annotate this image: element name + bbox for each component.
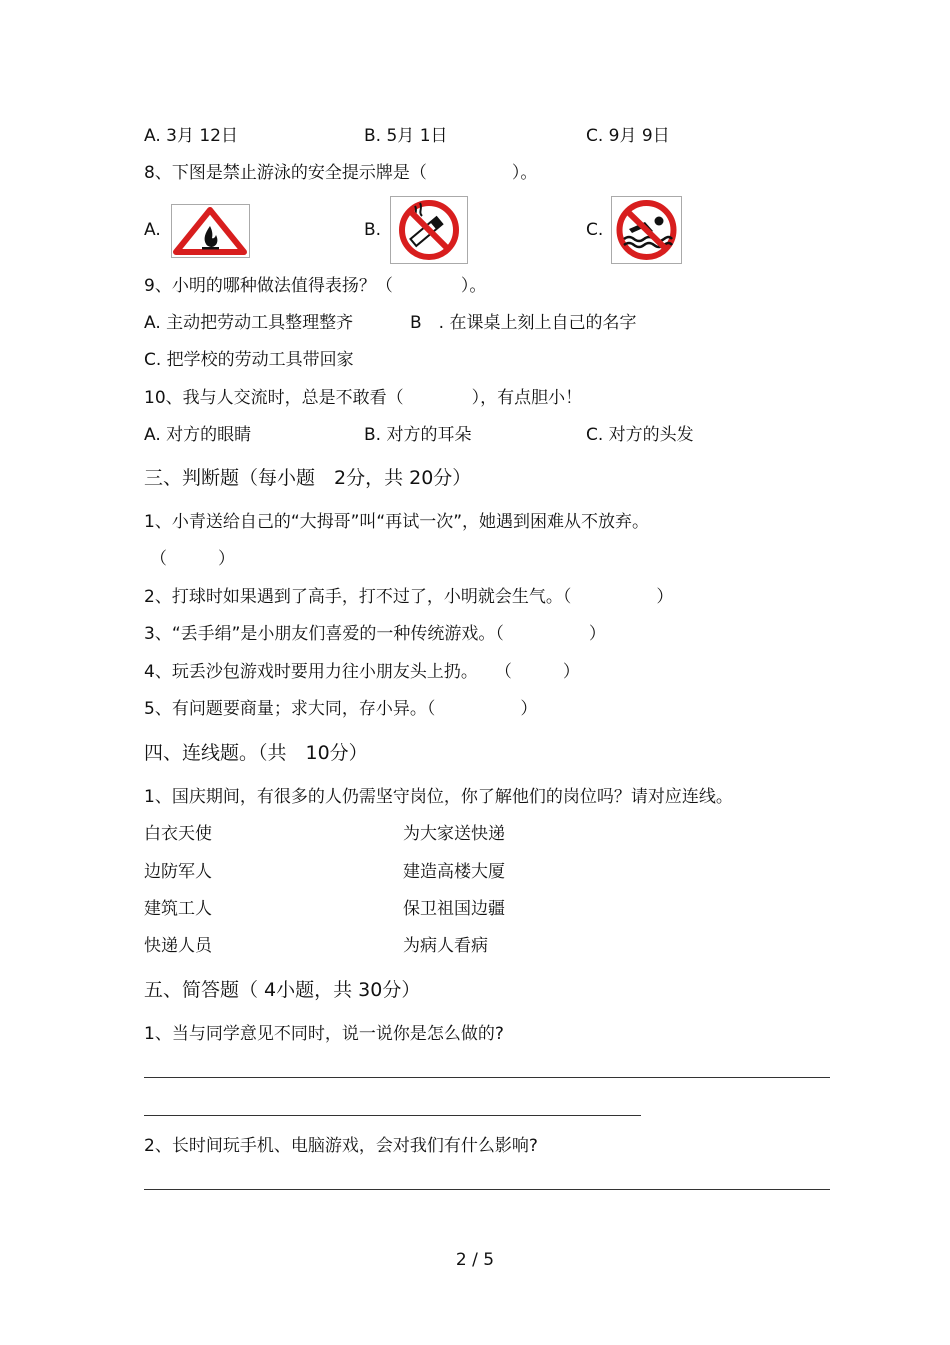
- section4-title: 四、连线题。（共 10分）: [144, 742, 368, 764]
- section3-item-5: 5、有问题要商量；求大同，存小异。（ ）: [144, 699, 538, 719]
- match-left-4: 快递人员: [144, 936, 212, 956]
- q7-option-b: B. 5月 1日: [364, 126, 448, 146]
- answer-line: [144, 1077, 830, 1078]
- match-right-4: 为病人看病: [403, 936, 488, 956]
- q9-option-a: A. 主动把劳动工具整理整齐: [144, 313, 354, 333]
- section5-q1: 1、当与同学意见不同时，说一说你是怎么做的?: [144, 1024, 504, 1044]
- answer-line: [144, 1189, 830, 1190]
- match-right-1: 为大家送快递: [403, 824, 505, 844]
- section3-item-3: 3、“丢手绢”是小朋友们喜爱的一种传统游戏。（ ）: [144, 624, 606, 644]
- match-left-1: 白衣天使: [144, 824, 212, 844]
- q9-option-c: C. 把学校的劳动工具带回家: [144, 350, 354, 370]
- match-left-2: 边防军人: [144, 862, 212, 882]
- q10-option-a: A. 对方的眼睛: [144, 425, 252, 445]
- section3-item-1-answer: （ ）: [150, 549, 235, 569]
- q8-label-b: B.: [364, 220, 382, 240]
- match-right-2: 建造高楼大厦: [403, 862, 505, 882]
- section4-question: 1、国庆期间，有很多的人仍需坚守岗位，你了解他们的岗位吗？请对应连线。: [144, 787, 733, 807]
- q10-option-b: B. 对方的耳朵: [364, 425, 472, 445]
- q7-option-a: A. 3月 12日: [144, 126, 238, 146]
- q7-option-c: C. 9月 9日: [586, 126, 670, 146]
- q10-option-c: C. 对方的头发: [586, 425, 694, 445]
- section3-title: 三、判断题（每小题 2分，共 20分）: [144, 467, 472, 489]
- q10-question: 10、我与人交流时，总是不敢看（ ），有点胆小！: [144, 388, 583, 408]
- section5-title: 五、简答题（ 4小题，共 30分）: [144, 979, 421, 1001]
- section3-item-2: 2、打球时如果遇到了高手，打不过了，小明就会生气。（ ）: [144, 587, 674, 607]
- section3-item-1: 1、小青送给自己的“大拇哥”叫“再试一次”，她遇到困难从不放弃。: [144, 512, 650, 532]
- q8-label-c: C.: [586, 220, 604, 240]
- section3-item-4: 4、玩丢沙包游戏时要用力往小朋友头上扔。 （ ）: [144, 662, 580, 682]
- page-number: 2 / 5: [455, 1250, 495, 1270]
- section5-q2: 2、长时间玩手机、电脑游戏，会对我们有什么影响?: [144, 1136, 538, 1156]
- q8-question: 8、下图是禁止游泳的安全提示牌是（ ）。: [144, 163, 538, 183]
- no-swimming-icon: [611, 196, 682, 264]
- q9-option-b: B . 在课桌上刻上自己的名字: [410, 313, 637, 333]
- q8-label-a: A.: [144, 220, 161, 240]
- match-left-3: 建筑工人: [144, 899, 212, 919]
- match-right-3: 保卫祖国边疆: [403, 899, 505, 919]
- fire-warning-icon: [171, 204, 250, 258]
- no-smoking-icon: [390, 196, 468, 264]
- q9-question: 9、小明的哪种做法值得表扬？（ ）。: [144, 276, 487, 296]
- answer-line: [144, 1115, 641, 1116]
